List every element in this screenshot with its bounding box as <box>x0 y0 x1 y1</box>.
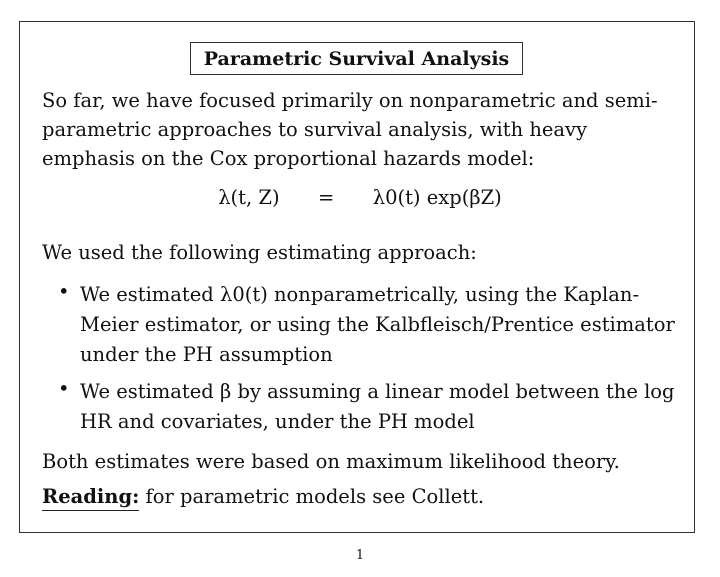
slide-title-text: Parametric Survival Analysis <box>203 47 510 70</box>
bullet-item-2: We estimated β by assuming a linear model between the log HR and covariates, under the PH model <box>80 380 675 433</box>
reading-text: for parametric models see Collett. <box>145 485 485 508</box>
reading-line <box>42 482 484 511</box>
reading-label: Reading: <box>42 485 139 511</box>
bullet-dot-2: • <box>58 377 70 400</box>
page-number: 1 <box>355 548 365 563</box>
conclusion-text: Both estimates were based on maximum likelihood theory. <box>42 450 620 473</box>
equation-lhs: λ(t, Z) <box>218 186 280 209</box>
cox-model-equation <box>0 186 720 209</box>
equation-rhs: λ0(t) exp(βZ) <box>372 186 502 209</box>
slide-title <box>190 42 523 75</box>
intro-paragraph: So far, we have focused primarily on nonparametric and semi-parametric approaches to survival analysis, with heavy emphasis on the Cox proportional hazards model: <box>42 89 658 170</box>
bullet-item-1: We estimated λ0(t) nonparametrically, using the Kaplan-Meier estimator, or using the Kalbfleisch/Prentice estimator under the PH assumption <box>80 283 675 366</box>
equation-equals: = <box>317 186 335 209</box>
bullet-dot-1: • <box>58 280 70 303</box>
approach-intro: We used the following estimating approach: <box>42 241 477 264</box>
